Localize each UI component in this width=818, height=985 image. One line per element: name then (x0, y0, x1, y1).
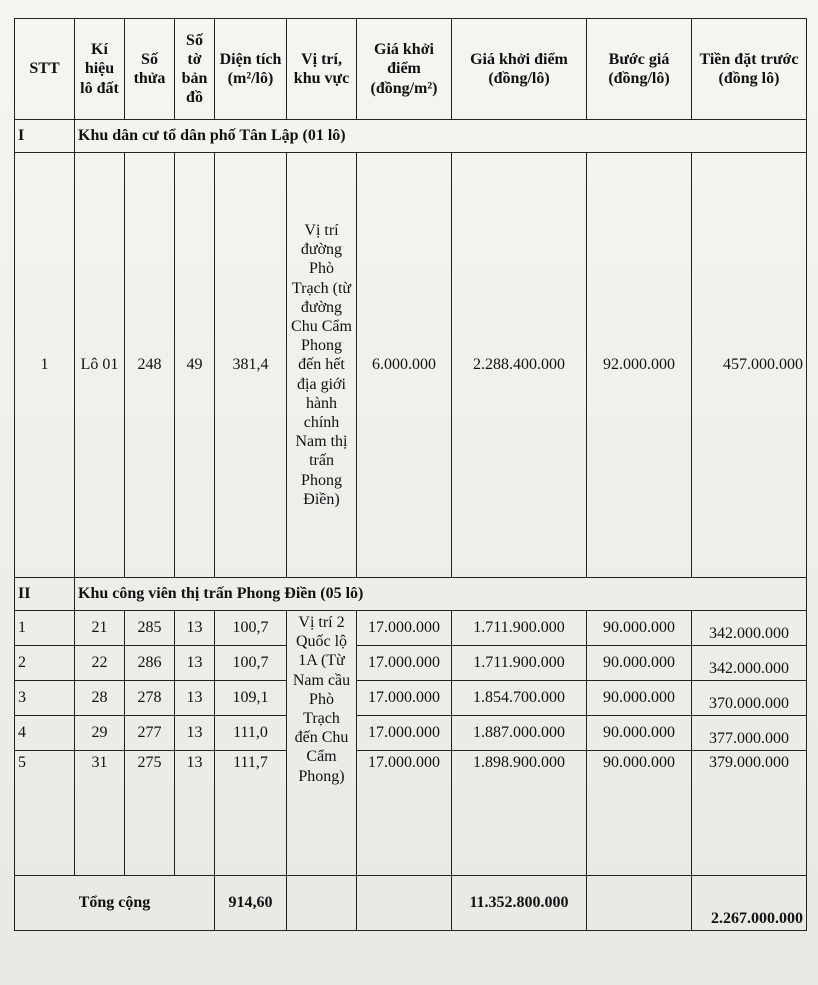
cell-ki-hieu: 21 (75, 611, 125, 646)
header-so-to: Số tờ bản đồ (175, 19, 215, 120)
section-title: Khu dân cư tổ dân phố Tân Lập (01 lô) (75, 120, 807, 153)
section-row (15, 120, 807, 153)
header-gia-khoi-diem-m2: Giá khởi điểm (đồng/m²) (357, 19, 452, 120)
auction-lot-table (14, 18, 807, 931)
cell-dien-tich: 109,1 (215, 681, 287, 716)
cell-so-to: 13 (175, 716, 215, 751)
cell-so-thua: 278 (125, 681, 175, 716)
cell-so-thua: 275 (125, 751, 175, 876)
table-row (15, 751, 807, 876)
cell-so-to: 13 (175, 611, 215, 646)
cell-ki-hieu: 31 (75, 751, 125, 876)
table-row (15, 716, 807, 751)
cell-dien-tich: 100,7 (215, 611, 287, 646)
cell-buoc-gia: 90.000.000 (587, 716, 692, 751)
cell-ki-hieu: Lô 01 (75, 153, 125, 578)
cell-buoc-gia: 90.000.000 (587, 646, 692, 681)
cell-stt: 1 (15, 611, 75, 646)
cell-gia-m2: 17.000.000 (357, 716, 452, 751)
cell-ki-hieu: 22 (75, 646, 125, 681)
cell-gia-lo: 1.711.900.000 (452, 646, 587, 681)
header-ki-hieu: Kí hiệu lô đất (75, 19, 125, 120)
cell-gia-lo: 1.854.700.000 (452, 681, 587, 716)
cell-buoc-gia: 90.000.000 (587, 751, 692, 876)
cell-dien-tich: 111,0 (215, 716, 287, 751)
cell-gia-lo: 1.711.900.000 (452, 611, 587, 646)
section-roman: I (15, 120, 75, 153)
cell-so-thua: 248 (125, 153, 175, 578)
total-label: Tổng cộng (15, 876, 215, 931)
cell-gia-m2: 6.000.000 (357, 153, 452, 578)
total-tien-dat-truoc: 2.267.000.000 (692, 876, 807, 931)
cell-ki-hieu: 28 (75, 681, 125, 716)
cell-vi-tri: Vị trí đường Phò Trạch (từ đường Chu Cẩm Phong đến hết địa giới hành chính Nam thị trấn Phong Điền) (287, 153, 357, 578)
cell-tien-dat-truoc: 379.000.000 (692, 751, 807, 876)
total-gia-lo: 11.352.800.000 (452, 876, 587, 931)
cell-stt: 3 (15, 681, 75, 716)
total-empty-cell (357, 876, 452, 931)
cell-so-thua: 286 (125, 646, 175, 681)
cell-gia-lo: 1.898.900.000 (452, 751, 587, 876)
header-dien-tich-unit: (m²/lô) (227, 70, 274, 87)
cell-dien-tich: 111,7 (215, 751, 287, 876)
cell-vi-tri: Vị trí 2 Quốc lộ 1A (Từ Nam cầu Phò Trạch đến Chu Cẩm Phong) (287, 611, 357, 876)
cell-gia-lo: 2.288.400.000 (452, 153, 587, 578)
cell-so-to: 13 (175, 646, 215, 681)
total-row (15, 876, 807, 931)
header-tien-dat-truoc: Tiền đặt trước (đồng lô) (692, 19, 807, 120)
header-stt: STT (15, 19, 75, 120)
header-so-thua: Số thửa (125, 19, 175, 120)
table-row (15, 153, 807, 578)
cell-gia-lo: 1.887.000.000 (452, 716, 587, 751)
header-gia-khoi-diem-lo: Giá khởi điểm (đồng/lô) (452, 19, 587, 120)
header-dien-tich-label: Diện tích (219, 50, 282, 68)
cell-so-to: 13 (175, 681, 215, 716)
header-dien-tich (215, 19, 287, 120)
table-row (15, 646, 807, 681)
table-row (15, 611, 807, 646)
total-empty-cell (287, 876, 357, 931)
cell-buoc-gia: 90.000.000 (587, 611, 692, 646)
cell-stt: 1 (15, 153, 75, 578)
cell-so-to: 13 (175, 751, 215, 876)
cell-gia-m2: 17.000.000 (357, 751, 452, 876)
total-dien-tich: 914,60 (215, 876, 287, 931)
cell-buoc-gia: 92.000.000 (587, 153, 692, 578)
cell-tien-dat-truoc: 342.000.000 (692, 646, 807, 681)
cell-buoc-gia: 90.000.000 (587, 681, 692, 716)
cell-stt: 2 (15, 646, 75, 681)
section-roman: II (15, 578, 75, 611)
cell-tien-dat-truoc: 377.000.000 (692, 716, 807, 751)
cell-so-to: 49 (175, 153, 215, 578)
cell-so-thua: 285 (125, 611, 175, 646)
cell-stt: 5 (15, 751, 75, 876)
cell-gia-m2: 17.000.000 (357, 611, 452, 646)
cell-gia-m2: 17.000.000 (357, 681, 452, 716)
cell-dien-tich: 100,7 (215, 646, 287, 681)
cell-ki-hieu: 29 (75, 716, 125, 751)
cell-dien-tich: 381,4 (215, 153, 287, 578)
cell-tien-dat-truoc: 370.000.000 (692, 681, 807, 716)
cell-gia-m2: 17.000.000 (357, 646, 452, 681)
header-buoc-gia: Bước giá (đồng/lô) (587, 19, 692, 120)
cell-tien-dat-truoc: 457.000.000 (692, 153, 807, 578)
cell-so-thua: 277 (125, 716, 175, 751)
total-empty-cell (587, 876, 692, 931)
cell-stt: 4 (15, 716, 75, 751)
table-row (15, 681, 807, 716)
header-vi-tri: Vị trí, khu vực (287, 19, 357, 120)
section-title: Khu công viên thị trấn Phong Điền (05 lô) (75, 578, 807, 611)
cell-tien-dat-truoc: 342.000.000 (692, 611, 807, 646)
header-row (15, 19, 807, 120)
section-row (15, 578, 807, 611)
